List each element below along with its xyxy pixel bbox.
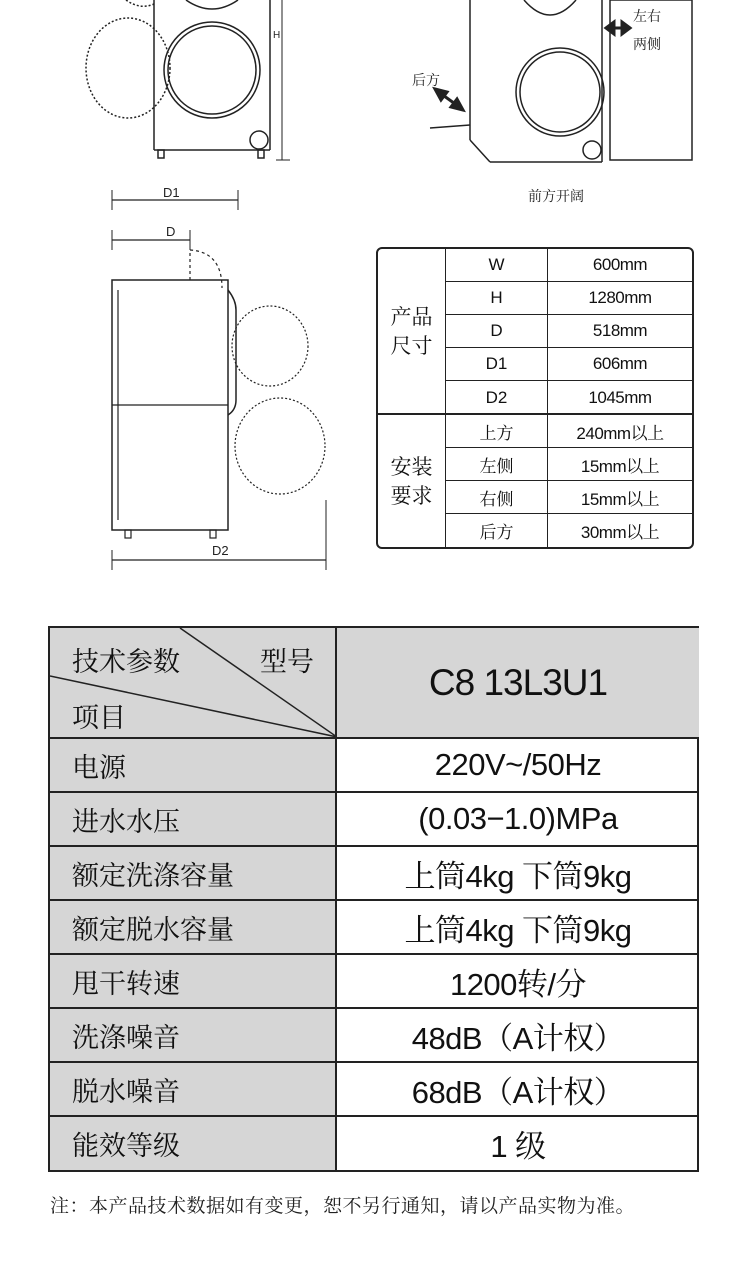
table-row — [446, 381, 692, 414]
table-row — [446, 348, 692, 381]
spec-header — [50, 628, 699, 739]
row-key: 后方 — [446, 514, 548, 547]
row-key: D — [446, 315, 548, 347]
row-value: 15mm以上 — [580, 456, 660, 476]
spec-value: 48dB（A计权） — [411, 1020, 625, 1056]
row-value: 15mm以上 — [580, 489, 660, 509]
table-row — [446, 448, 692, 481]
spec-value: (0.03−1.0)MPa — [418, 801, 618, 836]
row-value: 30mm以上 — [580, 523, 660, 542]
table-row — [446, 514, 692, 547]
row-value: 1280mm — [588, 288, 652, 307]
group-product-size — [378, 249, 446, 414]
back-gap-arrow — [435, 89, 463, 110]
spec-key: 脱水噪音 — [50, 1063, 337, 1115]
row-key: D1 — [446, 348, 548, 380]
row-value: 1045mm — [588, 387, 652, 407]
spec-key: 甩干转速 — [50, 955, 337, 1007]
spec-key: 洗涤噪音 — [50, 1009, 337, 1061]
spec-key: 额定脱水容量 — [50, 901, 337, 953]
left-right-label-1: 左右 — [633, 8, 661, 24]
group-install-line1: 安装 — [390, 456, 433, 479]
spec-value: 68dB（A计权） — [411, 1074, 625, 1110]
side-gap-arrow — [606, 22, 630, 34]
row-key: 右侧 — [446, 481, 548, 513]
header-params: 技术参数 — [72, 647, 180, 677]
spec-key: 电源 — [50, 739, 337, 791]
table-row — [50, 739, 699, 793]
spec-value: 上筒4kg 下筒9kg — [404, 858, 632, 894]
row-key: D2 — [446, 381, 548, 414]
spec-key: 额定洗涤容量 — [50, 847, 337, 899]
spec-key: 能效等级 — [50, 1117, 337, 1170]
spec-value: 1200转/分 — [449, 966, 587, 1002]
table-row — [50, 1117, 699, 1170]
row-value: 240mm以上 — [576, 423, 664, 443]
table-row — [50, 1009, 699, 1063]
d2-label: D2 — [212, 543, 229, 558]
row-value: 518mm — [592, 321, 648, 340]
height-label: H — [273, 30, 281, 41]
front-view-drawing — [86, 0, 290, 160]
row-value: 600mm — [592, 255, 648, 274]
d1-label: D1 — [163, 185, 180, 200]
row-value: 606mm — [592, 354, 648, 373]
table-row — [446, 282, 692, 315]
left-right-label-2: 两侧 — [633, 36, 661, 52]
group-install-req — [378, 415, 446, 549]
header-model-label: 型号 — [260, 647, 314, 677]
header-diagonal-cell — [50, 628, 337, 737]
table-row — [446, 415, 692, 448]
spec-value: 上筒4kg 下筒9kg — [404, 912, 632, 948]
row-key: 左侧 — [446, 448, 548, 480]
back-label: 后方 — [412, 72, 440, 88]
row-key: 上方 — [446, 415, 548, 447]
d-label: D — [166, 224, 176, 239]
spec-value: 220V~/50Hz — [434, 747, 602, 782]
table-row — [50, 955, 699, 1009]
table-row — [50, 1063, 699, 1117]
group-size-line1: 产品 — [390, 305, 433, 329]
row-key: H — [446, 282, 548, 314]
disclaimer-note: 注：本产品技术数据如有变更，恕不另行通知，请以产品实物为准。 — [50, 1196, 636, 1217]
header-item: 项目 — [72, 703, 126, 733]
dimension-table — [376, 247, 694, 549]
front-clear-label: 前方开阔 — [528, 188, 584, 204]
group-size-line2: 尺寸 — [390, 334, 433, 358]
table-row — [446, 481, 692, 514]
spec-key: 进水水压 — [50, 793, 337, 845]
table-row — [446, 315, 692, 348]
side-view-drawing — [112, 190, 326, 570]
table-row — [446, 249, 692, 282]
spec-value: 1 级 — [490, 1129, 546, 1164]
table-row — [50, 847, 699, 901]
spec-table — [48, 626, 699, 1172]
model-number: C8 13L3U1 — [337, 628, 699, 737]
group-install-line2: 要求 — [390, 485, 433, 508]
table-row — [50, 793, 699, 847]
row-key: W — [446, 249, 548, 281]
table-row — [50, 901, 699, 955]
